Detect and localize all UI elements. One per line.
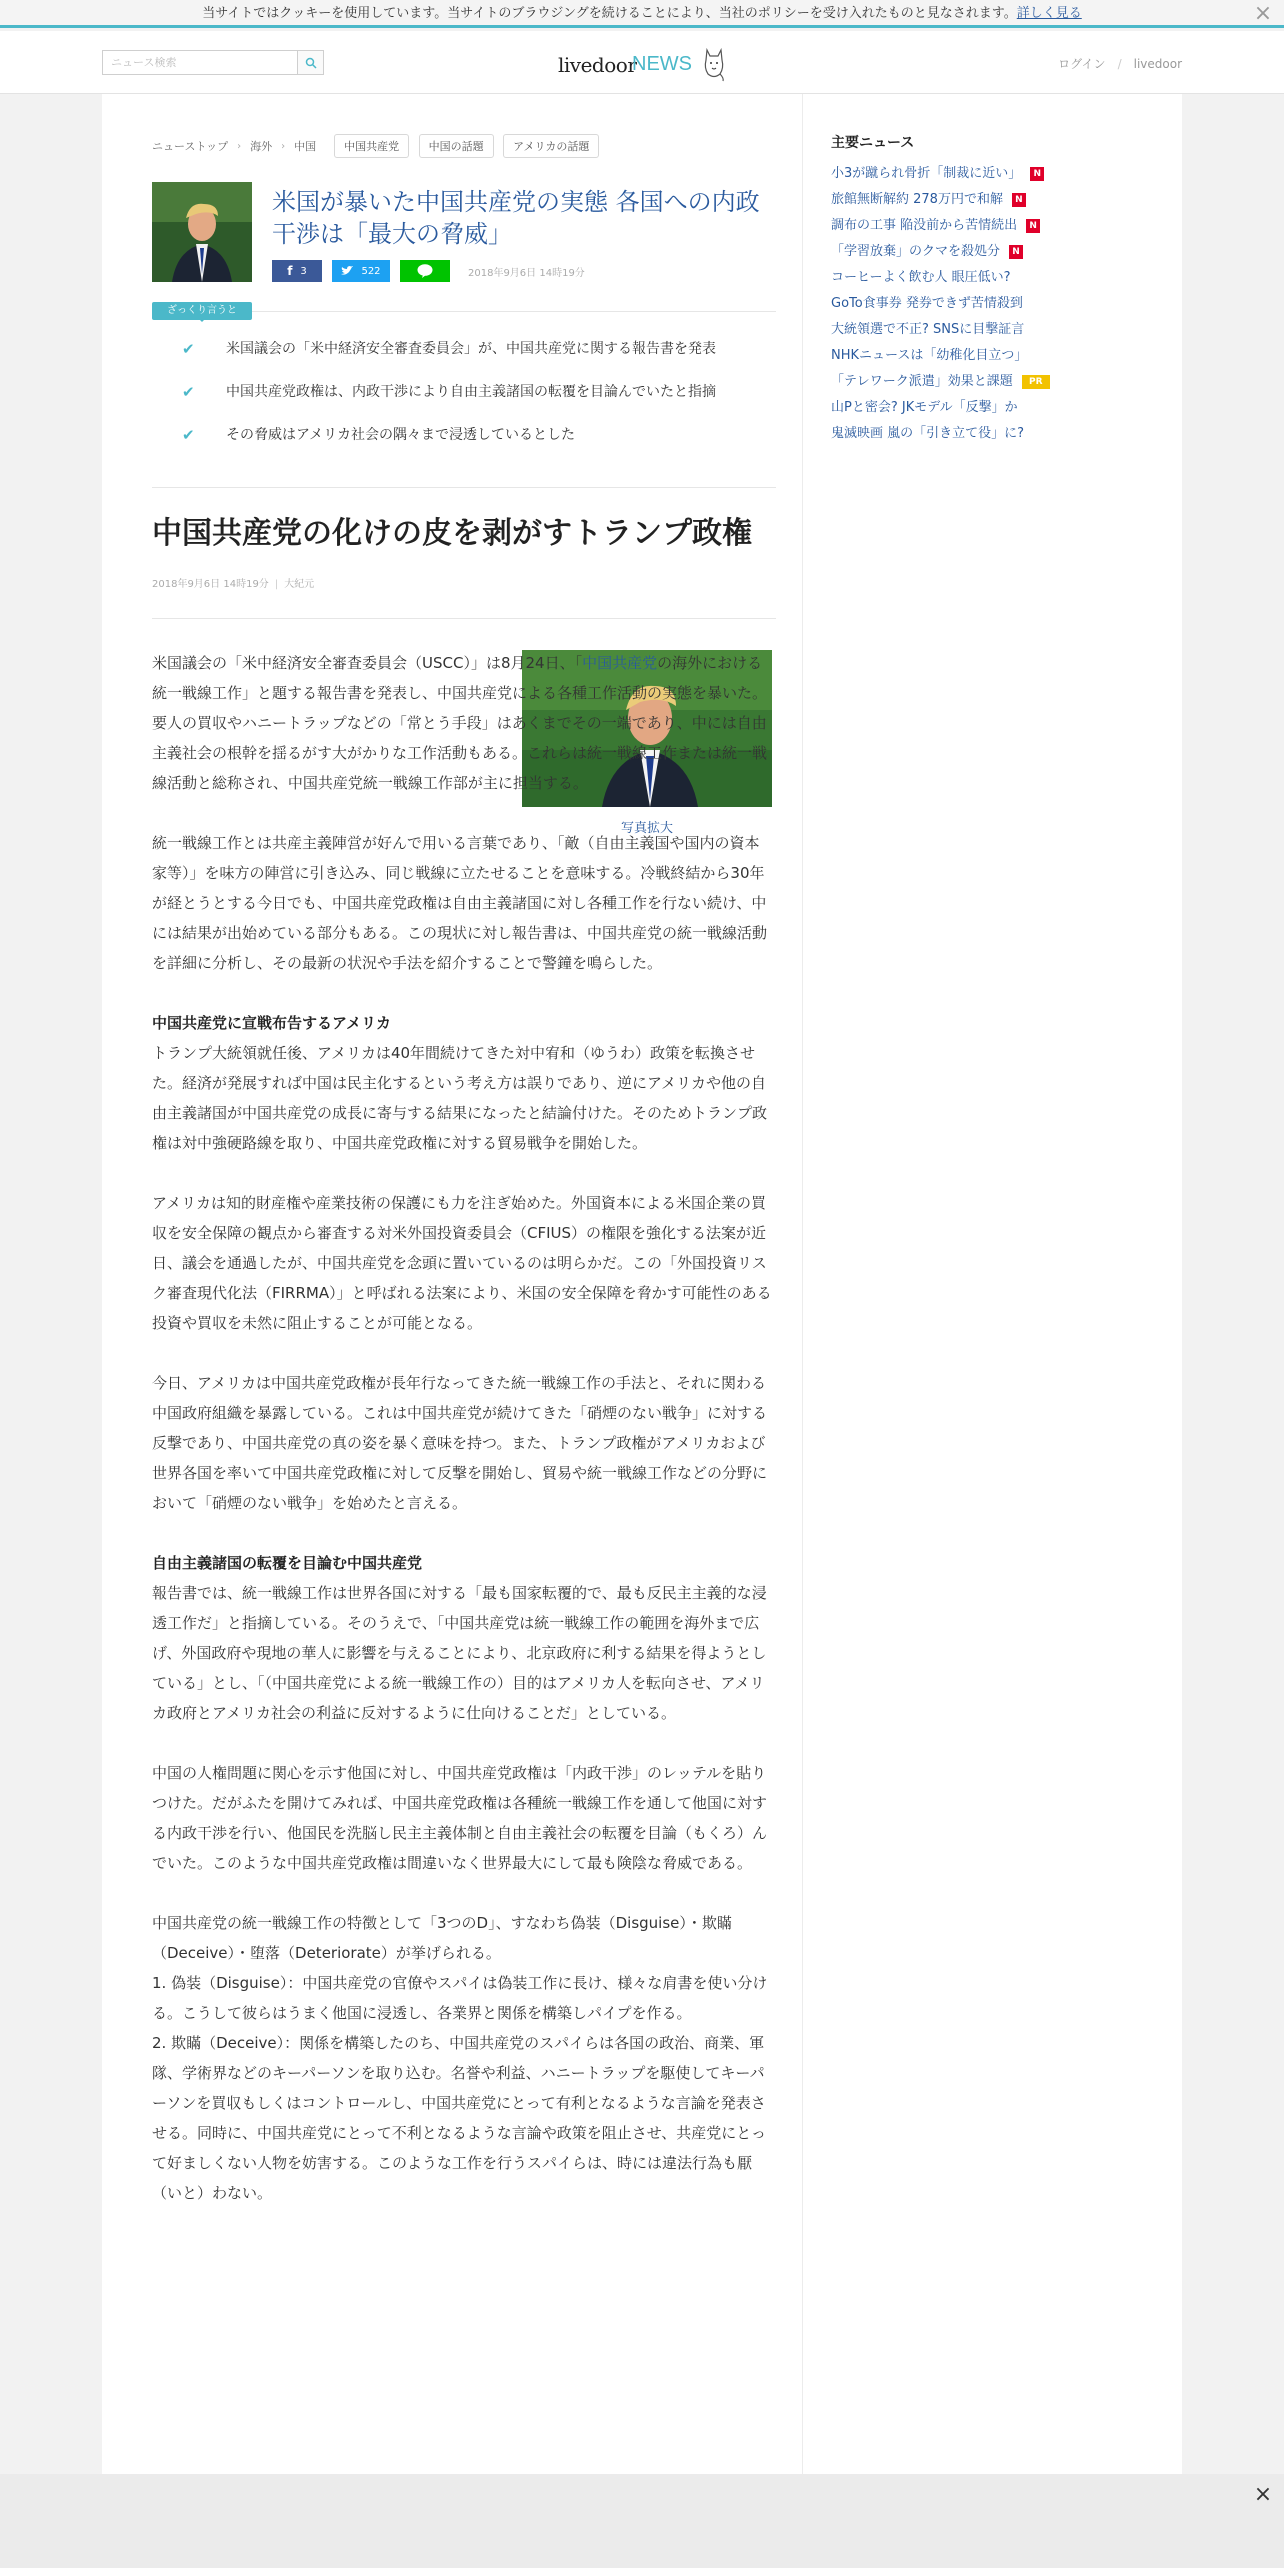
checkmark-icon: ✔ — [182, 383, 195, 401]
paragraph: 米国議会の「米中経済安全審査委員会（USCC）」は8月24日、「中国共産党の海外における統一戦線工作」と題する報告書を発表し、中国共産党による各種工作活動の実態を暴いた。要人の買収やハニートラップなどの「常とう手段」はあくまでその一端であり、中には自由主義社会の根幹を揺るがす大がかりな工作活動もある。これらは統一戦線工作または統一戦線活動と総称され、中国共産党統一戦線工作部が主に担当する。 — [152, 654, 768, 792]
bottom-ad-overlay — [0, 2474, 1284, 2568]
section-divider — [152, 618, 776, 619]
headline-title[interactable]: 米国が暴いた中国共産党の実態 各国への内政干渉は「最大の脅威」 — [272, 188, 760, 248]
paragraph: 中国共産党の統一戦線工作の特徴として「3つのD」、すなわち偽装（Disguise）・欺瞞（Deceive）・堕落（Deteriorate）が挙げられる。 — [152, 1914, 732, 1962]
new-badge: N — [1012, 193, 1026, 207]
section-divider — [152, 487, 776, 488]
header-links: ログイン / livedoor — [1058, 57, 1182, 71]
news-item[interactable]: 旅館無断解約 278万円で和解 N — [831, 191, 1161, 217]
photo-enlarge-link[interactable]: 写真拡大 — [620, 821, 673, 836]
cookie-close-icon[interactable]: × — [1253, 1, 1273, 26]
search-button[interactable] — [298, 50, 324, 75]
breadcrumb-overseas[interactable]: 海外 — [250, 140, 273, 153]
section-heading: 自由主義諸国の転覆を目論む中国共産党 — [152, 1554, 423, 1572]
paragraph: アメリカは知的財産権や産業技術の保護にも力を注ぎ始めた。外国資本による米国企業の買収を安全保障の観点から審査する対米外国投資委員会（CFIUS）の権限を強化する法案が近日、議会を通過したが、中国共産党を念頭に置いているのは明らかだ。この「外国投資リスク審査現代化法（FIRRMA）」と呼ばれる法案により、米国の安全保障を脅かす可能性のある投資や買収を未然に阻止することが可能となる。 — [152, 1194, 772, 1332]
line-share-button[interactable] — [400, 260, 450, 282]
news-item[interactable]: 「テレワーク派遣」効果と課題 PR — [831, 373, 1161, 399]
site-logo[interactable] — [556, 46, 736, 82]
tag-america-topics[interactable]: アメリカの話題 — [503, 134, 599, 158]
cookie-details-link[interactable]: 詳しく見る — [1016, 6, 1082, 21]
sidebar-title: 主要ニュース — [831, 135, 915, 151]
article-source[interactable]: 大紀元 — [284, 579, 315, 590]
news-item[interactable]: 「学習放棄」のクマを殺処分 N — [831, 243, 1161, 269]
main-content — [102, 94, 802, 2474]
site-header — [0, 31, 1284, 94]
search-icon — [305, 57, 317, 69]
checkmark-icon: ✔ — [182, 340, 195, 358]
news-item[interactable]: NHKニュースは「幼稚化目立つ」 — [831, 348, 1028, 363]
share-buttons — [272, 260, 585, 282]
paragraph: トランプ大統領就任後、アメリカは40年間続けてきた対中宥和（ゆうわ）政策を転換させた。経済が発展すれば中国は民主化するという考え方は誤りであり、逆にアメリカや他の自由主義諸国が中国共産党の成長に寄与する結果になったと結論付けた。そのためトランプ政権は対中強硬路線を取り、中国共産党政権に対する貿易戦争を開始した。 — [152, 1044, 768, 1152]
headline-thumbnail[interactable] — [152, 182, 252, 282]
paragraph: 統一戦線工作とは共産主義陣営が好んで用いる言葉であり、「敵（自由主義国や国内の資本家等）」を味方の陣営に引き込み、同じ戦線に立たせることを意味する。冷戦終結から30年が経とうとする今日でも、中国共産党政権は自由主義諸国に対し各種工作を行ない続け、中には結果が出始めている部分もある。この現状に対し報告書は、中国共産党の統一戦線活動を詳細に分析し、その最新の状況や手法を紹介することで警鐘を鳴らした。 — [152, 834, 768, 972]
breadcrumb — [152, 134, 599, 158]
facebook-share-button[interactable] — [272, 260, 322, 282]
paragraph: 2. 欺瞞（Deceive）：関係を構築したのち、中国共産党のスパイらは各国の政治、商業、軍隊、学術界などのキーパーソンを取り込む。名誉や利益、ハニートラップを駆使してキーパーソンを買収もしくはコントロールし、中国共産党にとって有利となるような言論を発表させる。同時に、中国共産党にとって不利となるような言論や政策を阻止させ、共産党にとって好ましくない人物を妨害する。このような工作を行うスパイらは、時には違法行為も厭（いと）わない。 — [152, 2034, 766, 2202]
search-input[interactable] — [102, 50, 298, 75]
logo-news: NEWS — [632, 53, 692, 75]
sidebar — [802, 94, 1182, 2474]
paragraph: 1. 偽装（Disguise）：中国共産党の官僚やスパイは偽装工作に長け、様々な肩書を使い分ける。こうして彼らはうまく他国に浸透し、各業界と関係を構築しパイプを作る。 — [152, 1974, 768, 2022]
cookie-text: 当サイトではクッキーを使用しています。当サイトのブラウジングを続けることにより、当社のポリシーを受け入れたものと見なされます。 — [202, 6, 1017, 21]
news-item[interactable]: 大統領選で不正? SNSに目撃証言 — [831, 322, 1025, 337]
article-body — [152, 648, 774, 2208]
summary-item: ✔ 米国議会の「米中経済安全審査委員会」が、中国共産党に関する報告書を発表 — [182, 340, 716, 358]
paragraph: 報告書では、統一戦線工作は世界各国に対する「最も国家転覆的で、最も反民主主義的な浸透工作だ」と指摘している。そのうえで、「中国共産党は統一戦線工作の範囲を海外まで広げ、外国政府や現地の華人に影響を与えることにより、北京政府に利する結果を得ようとしている」とし、「（中国共産党による統一戦線工作の）目的はアメリカ人を転向させ、アメリカ政府とアメリカ社会の利益に反対するように仕向けることだ」としている。 — [152, 1584, 767, 1722]
paragraph: 中国の人権問題に関心を示す他国に対し、中国共産党政権は「内政干渉」のレッテルを貼りつけた。だがふたを開けてみれば、中国共産党政権は各種統一戦線工作を通して他国に対する内政干渉を行い、他国民を洗脳し民主主義体制と自由主義社会の転覆を目論（もくろ）んでいた。このような中国共産党政権は間違いなく世界最大にして最も険陰な脅威である。 — [152, 1764, 768, 1872]
tag-ccp[interactable]: 中国共産党 — [334, 134, 409, 158]
breadcrumb-china[interactable]: 中国 — [294, 140, 317, 153]
news-item[interactable]: 調布の工事 陥没前から苦情続出 N — [831, 217, 1161, 243]
summary-badge: ざっくり言うと — [152, 302, 252, 320]
breadcrumb-top[interactable]: ニューストップ — [152, 140, 229, 153]
ccp-link[interactable]: 中国共産党 — [582, 654, 658, 672]
twitter-icon — [341, 266, 353, 276]
news-item[interactable]: 鬼滅映画 嵐の「引き立て役」に? — [831, 426, 1025, 441]
chevron-right-icon: › — [237, 140, 242, 152]
paragraph: 今日、アメリカは中国共産党政権が長年行なってきた統一戦線工作の手法と、それに関わる中国政府組織を暴露している。これは中国共産党が続けてきた「硝煙のない戦争」に対する反撃であり、中国共産党の真の姿を暴く意味を持つ。また、トランプ政権がアメリカおよび世界各国を率いて中国共産党政権に対して反撃を開始し、貿易や統一戦線工作などの分野において「硝煙のない戦争」を始めたと言える。 — [152, 1374, 768, 1512]
section-heading: 中国共産党に宣戦布告するアメリカ — [152, 1014, 391, 1032]
summary-item: ✔ 中国共産党政権は、内政干渉により自由主義諸国の転覆を目論んでいたと指摘 — [182, 383, 716, 401]
checkmark-icon: ✔ — [182, 426, 195, 444]
line-icon — [417, 264, 433, 278]
facebook-count: 3 — [300, 265, 307, 277]
summary-list — [182, 340, 782, 469]
new-badge: N — [1030, 167, 1044, 181]
top-news-list — [831, 165, 1161, 451]
news-item[interactable]: GoTo食事券 発券できず苦情殺到 — [831, 296, 1023, 311]
new-badge: N — [1009, 245, 1023, 259]
close-icon[interactable]: × — [1253, 2482, 1273, 2507]
logo-livedoor: livedoor — [558, 53, 637, 77]
twitter-count: 522 — [361, 265, 381, 277]
summary-item: ✔ その脅威はアメリカ社会の隅々まで浸透しているとした — [182, 426, 576, 444]
news-item[interactable]: コーヒーよく飲む人 眼圧低い? — [831, 270, 1011, 285]
cookie-bar — [0, 0, 1284, 28]
search-form — [102, 50, 324, 75]
chevron-right-icon: › — [281, 140, 286, 152]
facebook-icon: f — [287, 264, 293, 278]
article-meta: 2018年9月6日 14時19分 | 大紀元 — [152, 579, 315, 590]
twitter-share-button[interactable] — [332, 260, 390, 282]
pr-badge: PR — [1022, 375, 1050, 389]
news-item[interactable]: 小3が蹴られ骨折「制裁に近い」 N — [831, 165, 1161, 191]
new-badge: N — [1026, 219, 1040, 233]
headline-date: 2018年9月6日 14時19分 — [468, 267, 585, 279]
article-date: 2018年9月6日 14時19分 — [152, 579, 269, 590]
article-title: 中国共産党の化けの皮を剥がすトランプ政権 — [152, 516, 752, 551]
login-link[interactable]: ログイン — [1058, 57, 1106, 71]
tag-china-topics[interactable]: 中国の話題 — [419, 134, 494, 158]
news-item[interactable]: 山Pと密会? JKモデル「反撃」か — [831, 400, 1018, 415]
livedoor-link[interactable]: livedoor — [1133, 57, 1182, 71]
mascot-icon — [702, 46, 726, 82]
